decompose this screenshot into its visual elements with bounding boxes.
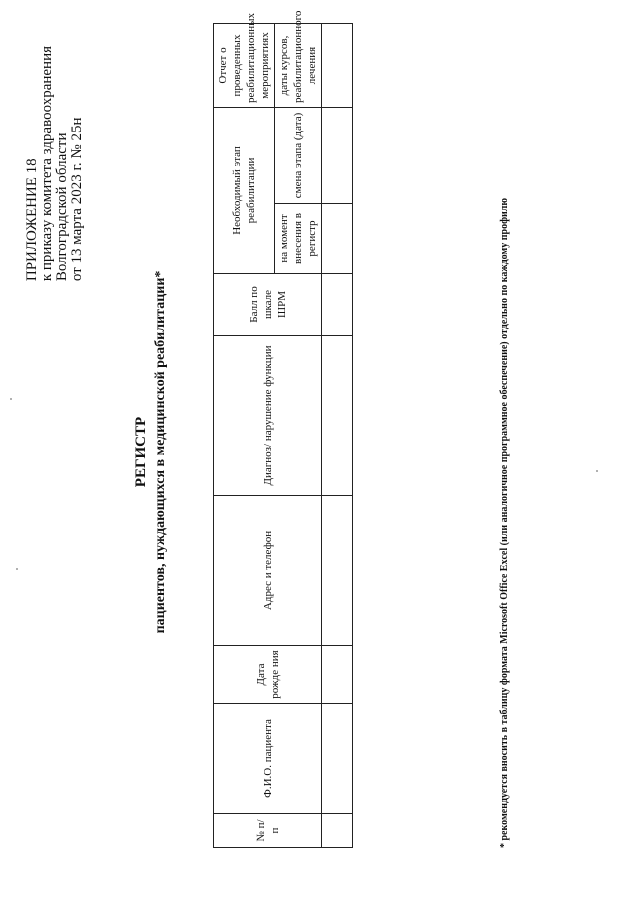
header-cell-birth: Дата рожде ния: [214, 646, 322, 704]
table-cell: [322, 204, 353, 274]
header-cell-report: Отчет о проведенных реабилитационных мероприятиях: [214, 24, 275, 108]
table-cell: [322, 496, 353, 646]
header-cell-stage-entry: на момент внесения в регистр: [275, 204, 322, 274]
header-cell-stage-change: смена этапа (дата): [275, 108, 322, 204]
scan-speck: [596, 470, 598, 472]
scan-speck: [10, 398, 12, 400]
header-cell-report-dates: даты курсов, реабилитационного лечения: [275, 24, 322, 108]
header-cell-stage: Необходимый этап реабилитации: [214, 108, 275, 274]
table-cell: [322, 814, 353, 848]
header-cell-score: Балл по шкале ШРМ: [214, 274, 322, 336]
footnote: * рекомендуется вносить в таблицу формата Microsoft Office Excel (или аналогичное программное обеспечение) отдельно по каждому профилю: [499, 197, 510, 848]
register-table: [213, 10, 353, 848]
table-cell: [322, 704, 353, 814]
header-cell-fio: Ф.И.О. пациента: [214, 704, 322, 814]
appendix-line-2: к приказу комитета здравоохранения: [39, 46, 55, 282]
header-cell-num: № п/п: [214, 814, 322, 848]
document-title: РЕГИСТР: [133, 416, 149, 488]
appendix-line-4: от 13 марта 2023 г. № 25н: [69, 117, 85, 282]
header-cell-diagnosis: Диагноз/ нарушение функции: [214, 336, 322, 496]
header-cell-address: Адрес и телефон: [214, 496, 322, 646]
table-cell: [322, 24, 353, 108]
appendix-header: [25, 46, 85, 281]
appendix-line-3: Волгоградской области: [54, 132, 70, 282]
rotated-page: [24, 10, 615, 882]
table-cell: [322, 336, 353, 496]
table-cell: [322, 646, 353, 704]
document-subtitle: пациентов, нуждающихся в медицинской реабилитации*: [153, 270, 168, 634]
appendix-line-1: ПРИЛОЖЕНИЕ 18: [24, 158, 40, 282]
table-cell: [322, 108, 353, 204]
table-cell: [322, 274, 353, 336]
scan-speck: [16, 568, 18, 570]
